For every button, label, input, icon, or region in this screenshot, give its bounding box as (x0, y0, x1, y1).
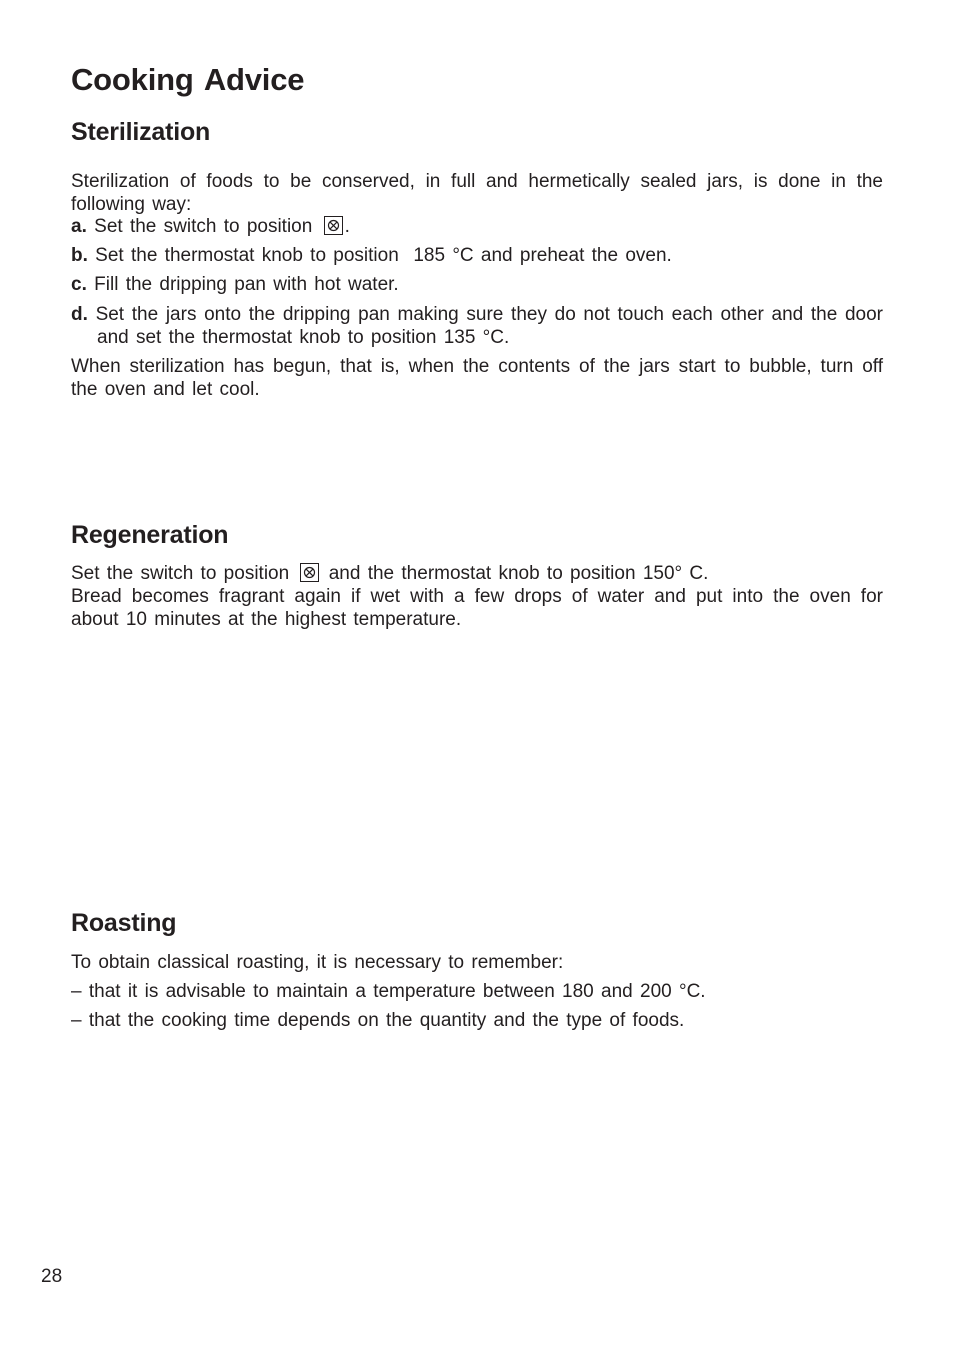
sterilization-step-c (71, 274, 883, 297)
step-text: Set the switch to position (94, 216, 313, 237)
regeneration-text-after: and the thermostat knob to position 150° C. (328, 563, 709, 584)
sterilization-step-b (71, 245, 883, 268)
page-title: Cooking Advice (71, 62, 305, 97)
sterilization-closing: When sterilization has begun, that is, when the contents of the jars start to bubble, turn off the oven and let cool. (71, 356, 883, 400)
section-heading-regeneration: Regeneration (71, 521, 229, 549)
regeneration-paragraph: Bread becomes fragrant again if wet with a few drops of water and put into the oven for about 10 minutes at the highest temperature. (71, 586, 883, 630)
step-marker: c. (71, 274, 87, 295)
step-marker: d. (71, 304, 88, 325)
sterilization-step-d (71, 304, 883, 349)
step-marker: b. (71, 245, 88, 266)
step-text: Set the jars onto the dripping pan making sure they do not touch each other and the door and set the thermostat knob to position 135 °C. (95, 304, 883, 348)
section-heading-sterilization: Sterilization (71, 118, 211, 146)
sterilization-intro: Sterilization of foods to be conserved, in full and hermetically sealed jars, is done in the following way: (71, 171, 883, 215)
roasting-item: – that the cooking time depends on the quantity and the type of foods. (71, 1010, 685, 1031)
fan-oven-symbol-icon (300, 563, 319, 582)
page-number: 28 (41, 1266, 63, 1287)
step-text: Set the thermostat knob to position 185 °C and preheat the oven. (95, 245, 672, 266)
roasting-item: – that it is advisable to maintain a temperature between 180 and 200 °C. (71, 981, 706, 1002)
step-text: Fill the dripping pan with hot water. (94, 274, 399, 295)
regeneration-instruction (71, 563, 883, 586)
step-text-end: . (344, 216, 350, 237)
sterilization-step-a (71, 216, 883, 239)
regeneration-text-before: Set the switch to position (71, 563, 290, 584)
step-marker: a. (71, 216, 87, 237)
roasting-intro: To obtain classical roasting, it is necessary to remember: (71, 952, 564, 973)
section-heading-roasting: Roasting (71, 909, 177, 937)
fan-oven-symbol-icon (324, 216, 343, 235)
